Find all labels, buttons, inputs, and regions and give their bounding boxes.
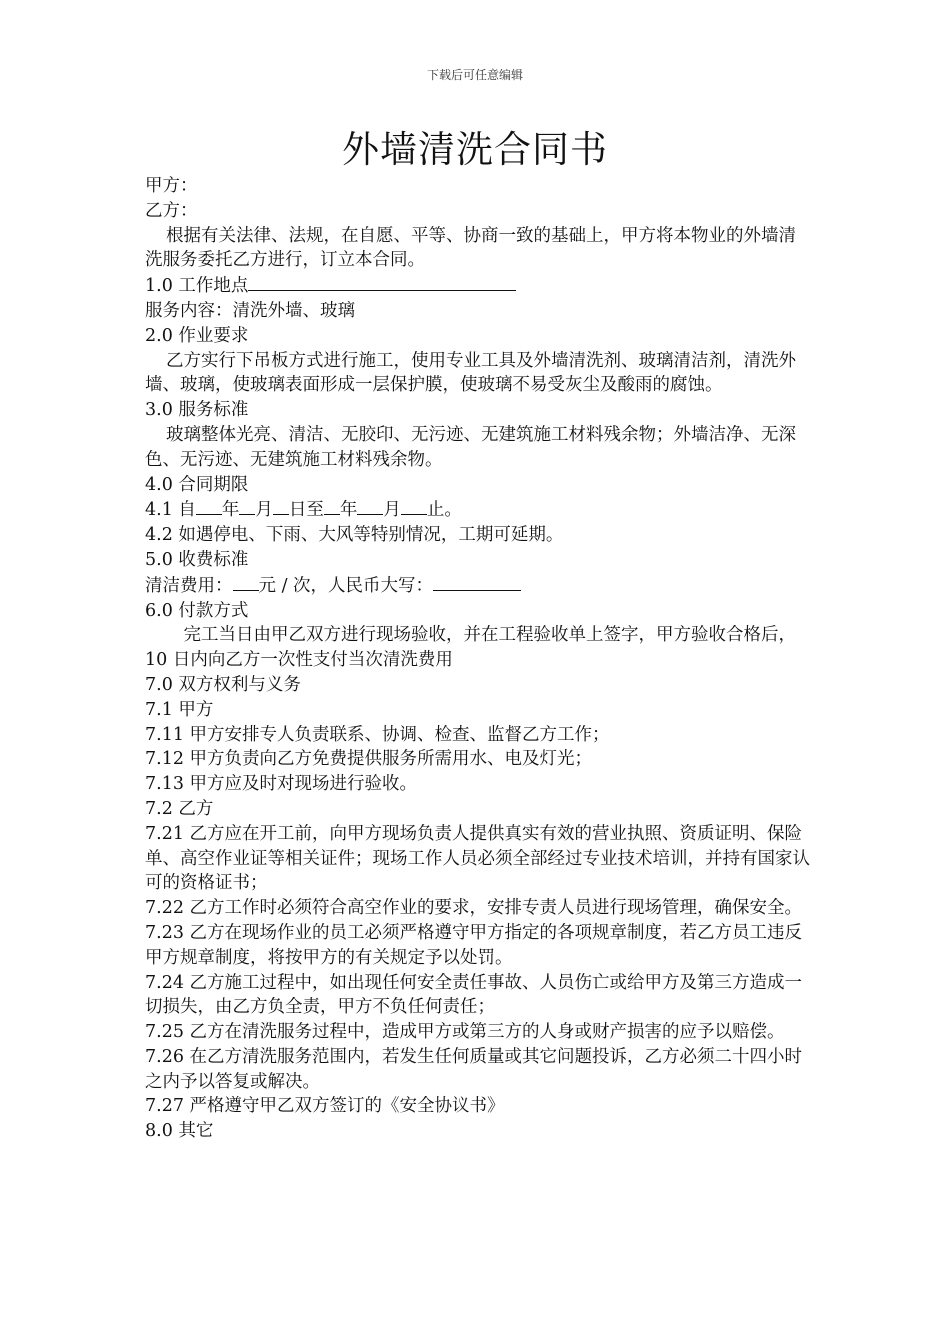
fee-capital-blank: [433, 573, 521, 591]
year-label: 年: [221, 500, 240, 521]
section-6-heading: 6.0 付款方式: [145, 600, 249, 621]
section-4-2: 4.2 如遇停电、下雨、大风等特别情况，工期可延期。: [145, 525, 564, 546]
section-3-heading: 3.0 服务标准: [145, 400, 249, 421]
section-8-heading: 8.0 其它: [145, 1121, 214, 1142]
section-2-heading: 2.0 作业要求: [145, 325, 249, 346]
day-to-label: 日至: [288, 500, 324, 521]
party-b-line: 乙方：: [145, 200, 198, 221]
work-location-blank: [248, 273, 516, 291]
end-year-blank: [324, 497, 340, 515]
section-4-heading: 4.0 合同期限: [145, 474, 249, 495]
section-6-body: 完工当日由甲乙双方进行现场验收，并在工程验收单上签字，甲方验收合格后，10 日内向乙方一次性支付当次清洗费用: [145, 625, 796, 671]
fee-amount-blank: [233, 573, 259, 591]
page-header: 下载后可任意编辑: [426, 68, 523, 82]
section-7-2-heading: 7.2 乙方: [145, 798, 214, 819]
clause-7-22: 7.22 乙方工作时必须符合高空作业的要求，安排专责人员进行现场管理，确保安全。: [145, 898, 803, 919]
start-day-blank: [273, 497, 289, 515]
end-month-blank: [357, 497, 383, 515]
term-from-label: 4.1 自: [145, 500, 196, 521]
document-title: 外墙清洗合同书: [342, 128, 608, 171]
term-end-label: 止。: [426, 500, 462, 521]
clause-7-25: 7.25 乙方在清洗服务过程中，造成甲方或第三方的人身或财产损害的应予以赔偿。: [145, 1022, 785, 1043]
year-label: 年: [339, 500, 358, 521]
section-4-1-term: [145, 497, 810, 523]
section-1-label: 1.0 工作地点: [145, 276, 249, 297]
section-5-heading: 5.0 收费标准: [145, 549, 249, 570]
service-content-line: 服务内容：清洗外墙、玻璃: [145, 300, 355, 321]
intro-paragraph: 根据有关法律、法规，在自愿、平等、协商一致的基础上，甲方将本物业的外墙清洗服务委托乙方进行，订立本合同。: [145, 225, 796, 271]
clause-7-21: 7.21 乙方应在开工前，向甲方现场负责人提供真实有效的营业执照、资质证明、保险单、高空作业证等相关证件；现场工作人员必须全部经过专业技术培训，并持有国家认可的资格证书；: [145, 823, 810, 894]
clause-7-13: 7.13 甲方应及时对现场进行验收。: [145, 774, 418, 795]
party-a-line: 甲方：: [145, 176, 198, 196]
start-year-blank: [196, 497, 222, 515]
clause-7-12: 7.12 甲方负责向乙方免费提供服务所需用水、电及灯光；: [145, 749, 593, 770]
end-day-blank: [401, 497, 427, 515]
fee-line: [145, 573, 810, 599]
clause-7-26: 7.26 在乙方清洗服务范围内，若发生任何质量或其它问题投诉，乙方必须二十四小时之内予以答复或解决。: [145, 1046, 803, 1092]
clause-7-23: 7.23 乙方在现场作业的员工必须严格遵守甲方指定的各项规章制度，若乙方员工违反甲方规章制度，将按甲方的有关规定予以处罚。: [145, 922, 803, 968]
section-3-body: 玻璃整体光亮、清洁、无胶印、无污迹、无建筑施工材料残余物；外墙洁净、无深色、无污迹、无建筑施工材料残余物。: [145, 424, 796, 470]
document-body: [145, 174, 810, 1144]
month-label: 月: [383, 500, 401, 521]
section-2-body: 乙方实行下吊板方式进行施工，使用专业工具及外墙清洗剂、玻璃清洁剂，清洗外墙、玻璃，使玻璃表面形成一层保护膜，使玻璃不易受灰尘及酸雨的腐蚀。: [145, 350, 796, 396]
clause-7-24: 7.24 乙方施工过程中，如出现任何安全责任事故、人员伤亡或给甲方及第三方造成一切损失，由乙方负全责，甲方不负任何责任；: [145, 972, 803, 1018]
section-7-heading: 7.0 双方权利与义务: [145, 674, 301, 695]
clause-7-11: 7.11 甲方安排专人负责联系、协调、检查、监督乙方工作；: [145, 724, 610, 745]
month-label: 月: [255, 500, 273, 521]
section-7-1-heading: 7.1 甲方: [145, 699, 214, 720]
fee-label: 清洁费用：: [145, 575, 233, 596]
fee-unit-label: 元 / 次，人民币大写：: [258, 575, 434, 596]
section-1-work-location: [145, 273, 810, 299]
clause-7-27: 7.27 严格遵守甲乙双方签订的《安全协议书》: [145, 1096, 505, 1117]
start-month-blank: [239, 497, 255, 515]
